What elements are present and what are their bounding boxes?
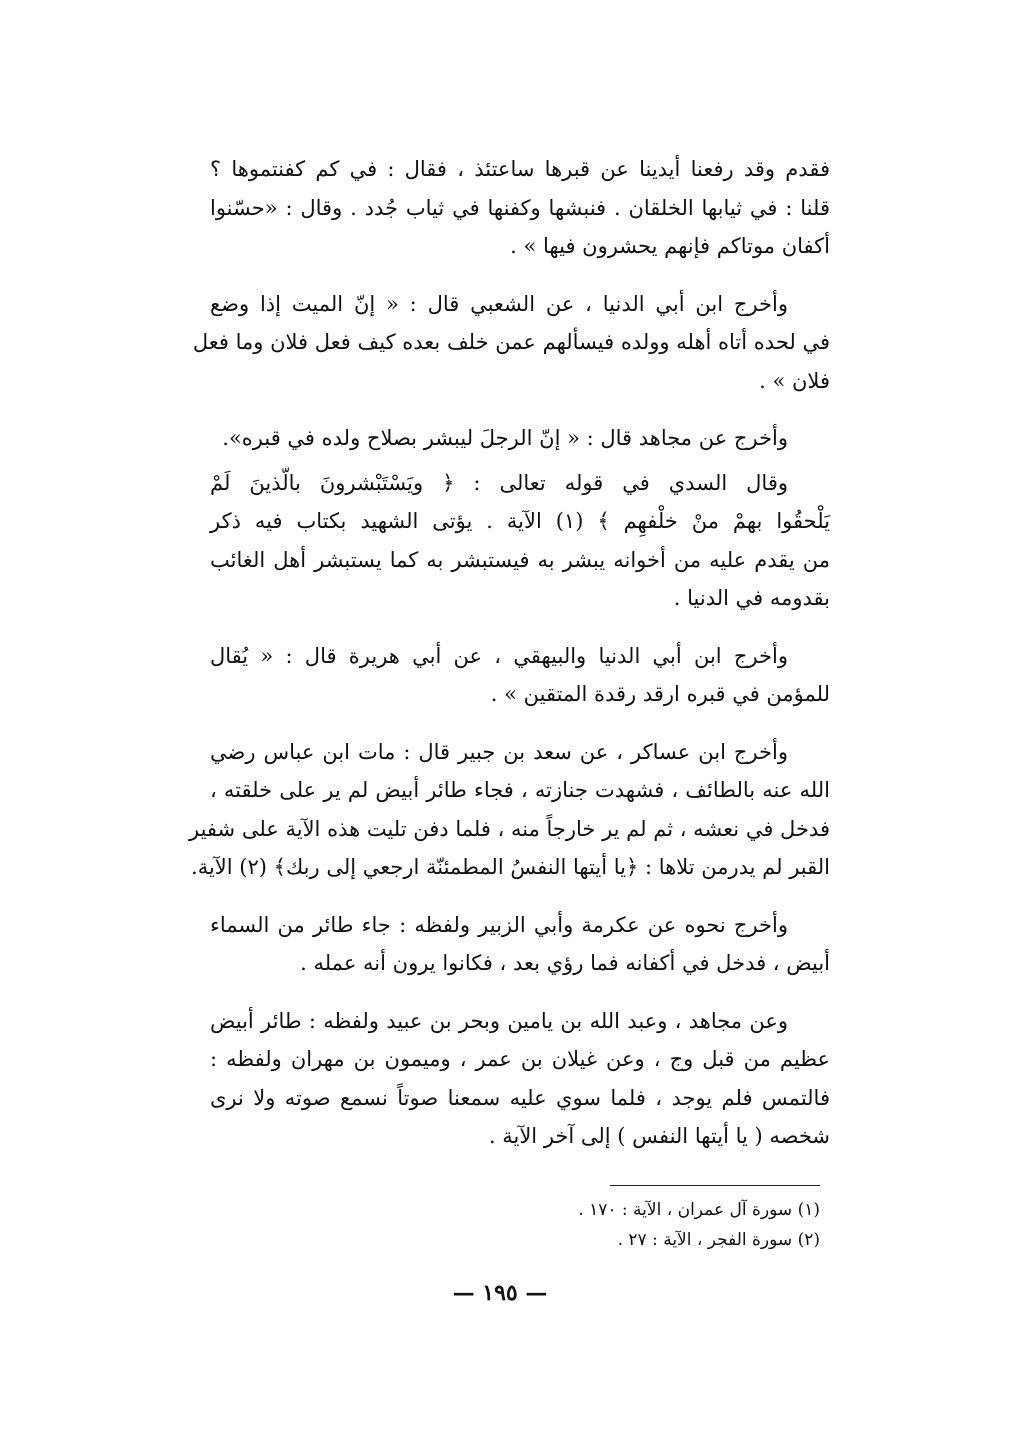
paragraph-gap — [210, 714, 830, 733]
text-line: في لحده أتاه أهله وولده فيسألهم عمن خلف بعده كيف فعل فلان وما فعل — [192, 330, 830, 354]
text-line: القبر لم يدرمن تلاها : ﴿يا أيتها النفسُ المطمئنّة ارجعي إلى ربك﴾ (٢) الآية. — [191, 855, 830, 879]
text-line: أكفان موتاكم فإنهم يحشرون فيها » . — [510, 234, 830, 258]
footnote-1: (١) سورة آل عمران ، الآية : ١٧٠ . — [578, 1200, 820, 1220]
paragraph-1 — [210, 150, 830, 266]
paragraph-3 — [210, 419, 830, 458]
text-line: وأخرج عن مجاهد قال : « إنّ الرجلَ ليبشر بصلاح ولده في قبره». — [222, 426, 788, 450]
text-line: وأخرج نحوه عن عكرمة وأبي الزبير ولفظه : جاء طائر من السماء — [210, 912, 788, 937]
text-line: أبيض ، فدخل في أكفانه فما رؤي بعد ، فكانوا يرون أنه عمله . — [300, 951, 830, 975]
paragraph-gap — [210, 266, 830, 285]
footnotes — [420, 1195, 820, 1255]
text-line: فدخل في نعشه ، ثم لم ير خارجاً منه ، فلما دفن تليت هذه الآية على شفير — [189, 816, 830, 841]
text-line: شخصه ( يا أيتها النفس ) إلى آخر الآية . — [488, 1124, 830, 1148]
text-line: فقدم وقد رفعنا أيدينا عن قبرها ساعتئذ ، فقال : في كم كفنتموها ؟ — [210, 157, 830, 181]
paragraph-2 — [192, 285, 830, 401]
text-line: من يقدم عليه من أخوانه يبشر به فيستبشر به كما يستبشر أهل الغائب — [210, 547, 830, 572]
text-line: وأخرج ابن عساكر ، عن سعد بن جبير قال : مات ابن عباس رضي — [210, 739, 788, 764]
text-line: للمؤمن في قبره ارقد رقدة المتقين » . — [490, 682, 830, 706]
page-number: — ١٩٥ — — [452, 1280, 548, 1306]
text-line: قلنا : في ثيابها الخلقان . فنبشها وكفنها في ثياب جُدد . وقال : «حسّنوا — [210, 195, 830, 220]
paragraph-gap — [210, 887, 830, 906]
text-line: يَلْحقُوا بهمْ منْ خلْفهِم ﴾ (١) الآية . يؤتى الشهيد بكتاب فيه ذكر — [210, 509, 830, 533]
footnote-2: (٢) سورة الفجر ، الآية : ٢٧ . — [617, 1230, 820, 1250]
paragraph-7 — [210, 906, 830, 983]
paragraph-6 — [189, 733, 830, 887]
paragraph-4 — [210, 464, 830, 618]
paragraph-gap — [210, 618, 830, 637]
text-line: فالتمس فلم يوجد ، فلما سوي عليه سمعنا صوتاً نسمع صوته ولا نرى — [210, 1085, 830, 1110]
text-line: وأخرج ابن أبي الدنيا والبيهقي ، عن أبي هريرة قال : « يُقال — [210, 643, 788, 668]
text-line: الله عنه بالطائف ، فشهدت جنازته ، فجاء طائر أبيض لم ير على خلقته ، — [210, 778, 830, 802]
paragraph-gap — [210, 400, 830, 419]
text-line: بقدومه في الدنيا . — [673, 586, 830, 610]
footnote-divider — [610, 1185, 820, 1186]
text-line: وقال السدي في قوله تعالى : ﴿ ويَسْتَبْشرونَ بالّذينَ لَمْ — [210, 470, 788, 495]
text-line: عظيم من قبل وج ، وعن غيلان بن عمر ، وميمون بن مهران ولفظه : — [210, 1047, 830, 1071]
page-body — [189, 150, 830, 1156]
text-line: وأخرج ابن أبي الدنيا ، عن الشعبي قال : « إنّ الميت إذا وضع — [210, 291, 788, 316]
paragraph-8 — [210, 1002, 830, 1156]
text-line: فلان » . — [759, 368, 830, 393]
text-line: وعن مجاهد ، وعبد الله بن يامين وبحر بن عبيد ولفظه : طائر أبيض — [210, 1008, 788, 1033]
paragraph-5 — [210, 637, 830, 714]
paragraph-gap — [210, 983, 830, 1002]
